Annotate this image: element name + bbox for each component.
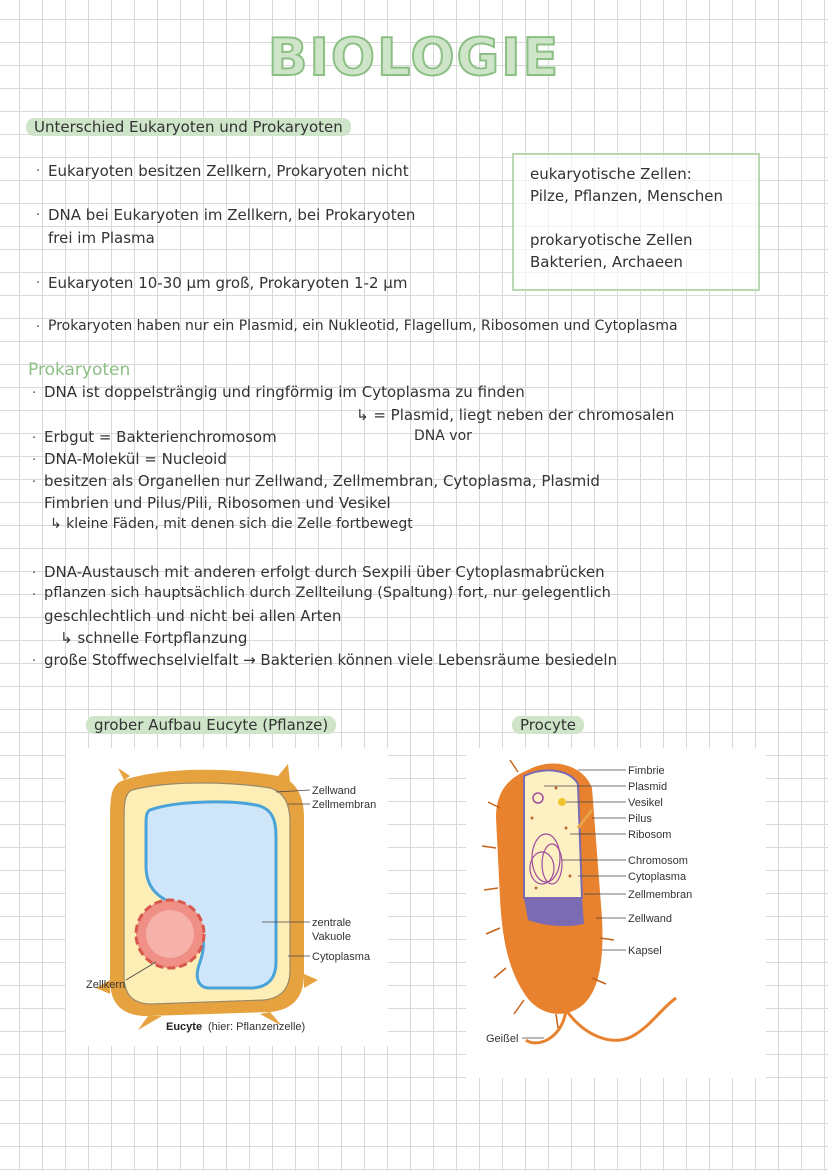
line-reproduction: pflanzen sich hauptsächlich durch Zellteilung (Spaltung) fort, nur gelegentlich [44,585,611,601]
bullet-dot: · [32,386,37,401]
label-chromosom: Chromosom [628,855,688,867]
bullet-prokaryote-parts: Prokaryoten haben nur ein Plasmid, ein Nukleotid, Flagellum, Ribosomen und Cytoplasma [48,318,678,334]
label-zellmembran: Zellmembran [628,889,693,901]
box-eukaryotic-title: eukaryotische Zellen: [530,165,692,183]
bullet-nucleus: Eukaryoten besitzen Zellkern, Prokaryoten nicht [48,162,409,180]
bullet-dot: · [32,566,37,581]
box-prokaryotic-examples: Bakterien, Archaeen [530,253,683,271]
diagram-heading-eucyte: grober Aufbau Eucyte (Pflanze) [86,715,336,734]
line-plasmid: ↳ = Plasmid, liegt neben der chromosalen [356,406,675,424]
page-title: BIOLOGIE [267,28,561,88]
label-plasmid: Plasmid [628,781,668,793]
line-organelles-cont: Fimbrien und Pilus/Pili, Ribosomen und Vesikel [44,494,391,512]
bullet-dot: · [32,453,37,468]
caption-eucyte: Eucyte [166,1021,203,1033]
label-zellwand: Zellwand [312,785,357,797]
line-reproduction-cont: geschlechtlich und nicht bei allen Arten [44,607,342,625]
label-cytoplasma: Cytoplasma [312,951,371,963]
label-zellwand: Zellwand [628,913,673,925]
label-zellmembran: Zellmembran [312,799,377,811]
bullet-dna-location: DNA bei Eukaryoten im Zellkern, bei Prokaryoten [48,206,416,224]
label-vakuole-1: zentrale [312,917,352,929]
eucyte-diagram [66,748,388,1046]
bullet-dot: · [32,475,37,490]
bullet-dna-location-cont: frei im Plasma [48,229,155,247]
procyte-svg [466,748,766,1078]
line-dna-exchange: DNA-Austausch mit anderen erfolgt durch Sexpili über Cytoplasmabrücken [44,563,605,581]
bullet-dot: · [36,320,41,335]
box-prokaryotic-title: prokaryotische Zellen [530,231,693,249]
bullet-dot: · [36,276,41,291]
label-fimbrie: Fimbrie [628,765,665,777]
vesicle-shape [558,798,566,806]
info-box-cell-types [512,153,760,291]
diagram-heading-procyte: Procyte [512,715,584,734]
bullet-dot: · [36,164,41,179]
section-heading-prokaryotes: Prokaryoten [28,360,131,380]
label-pilus: Pilus [628,813,652,825]
label-geissel: Geißel [486,1033,519,1045]
caption-pflanzenzelle: (hier: Pflanzenzelle) [208,1021,306,1033]
procyte-diagram [466,748,766,1078]
label-vakuole-2: Vakuole [312,931,351,943]
bullet-dot: · [32,654,37,669]
box-eukaryotic-examples: Pilze, Pflanzen, Menschen [530,187,724,205]
eucyte-svg [66,748,388,1046]
label-ribosom: Ribosom [628,829,672,841]
label-zellkern: Zellkern [86,979,126,991]
label-vesikel: Vesikel [628,797,663,809]
label-cytoplasma: Cytoplasma [628,871,687,883]
line-dna-molecule: DNA-Molekül = Nucleoid [44,450,227,468]
line-fimbrien-note: ↳ kleine Fäden, mit denen sich die Zelle fortbewegt [50,516,413,532]
bullet-dot: · [32,431,37,446]
bullet-dot: · [32,588,37,603]
label-kapsel: Kapsel [628,945,662,957]
line-dna-ring: DNA ist doppelsträngig und ringförmig im Cytoplasma zu finden [44,383,525,401]
line-dna-vor: DNA vor [414,428,472,444]
bullet-dot: · [36,208,41,223]
line-organelles: besitzen als Organellen nur Zellwand, Zellmembran, Cytoplasma, Plasmid [44,472,600,490]
nucleus-inner [146,910,194,958]
line-fast-reproduction: ↳ schnelle Fortpflanzung [60,629,248,647]
line-erbgut: Erbgut = Bakterienchromosom [44,428,277,446]
section-heading-comparison: Unterschied Eukaryoten und Prokaryoten [26,117,351,136]
bullet-size: Eukaryoten 10-30 µm groß, Prokaryoten 1-2 µm [48,274,408,292]
line-metabolism: große Stoffwechselvielfalt → Bakterien können viele Lebensräume besiedeln [44,651,618,669]
